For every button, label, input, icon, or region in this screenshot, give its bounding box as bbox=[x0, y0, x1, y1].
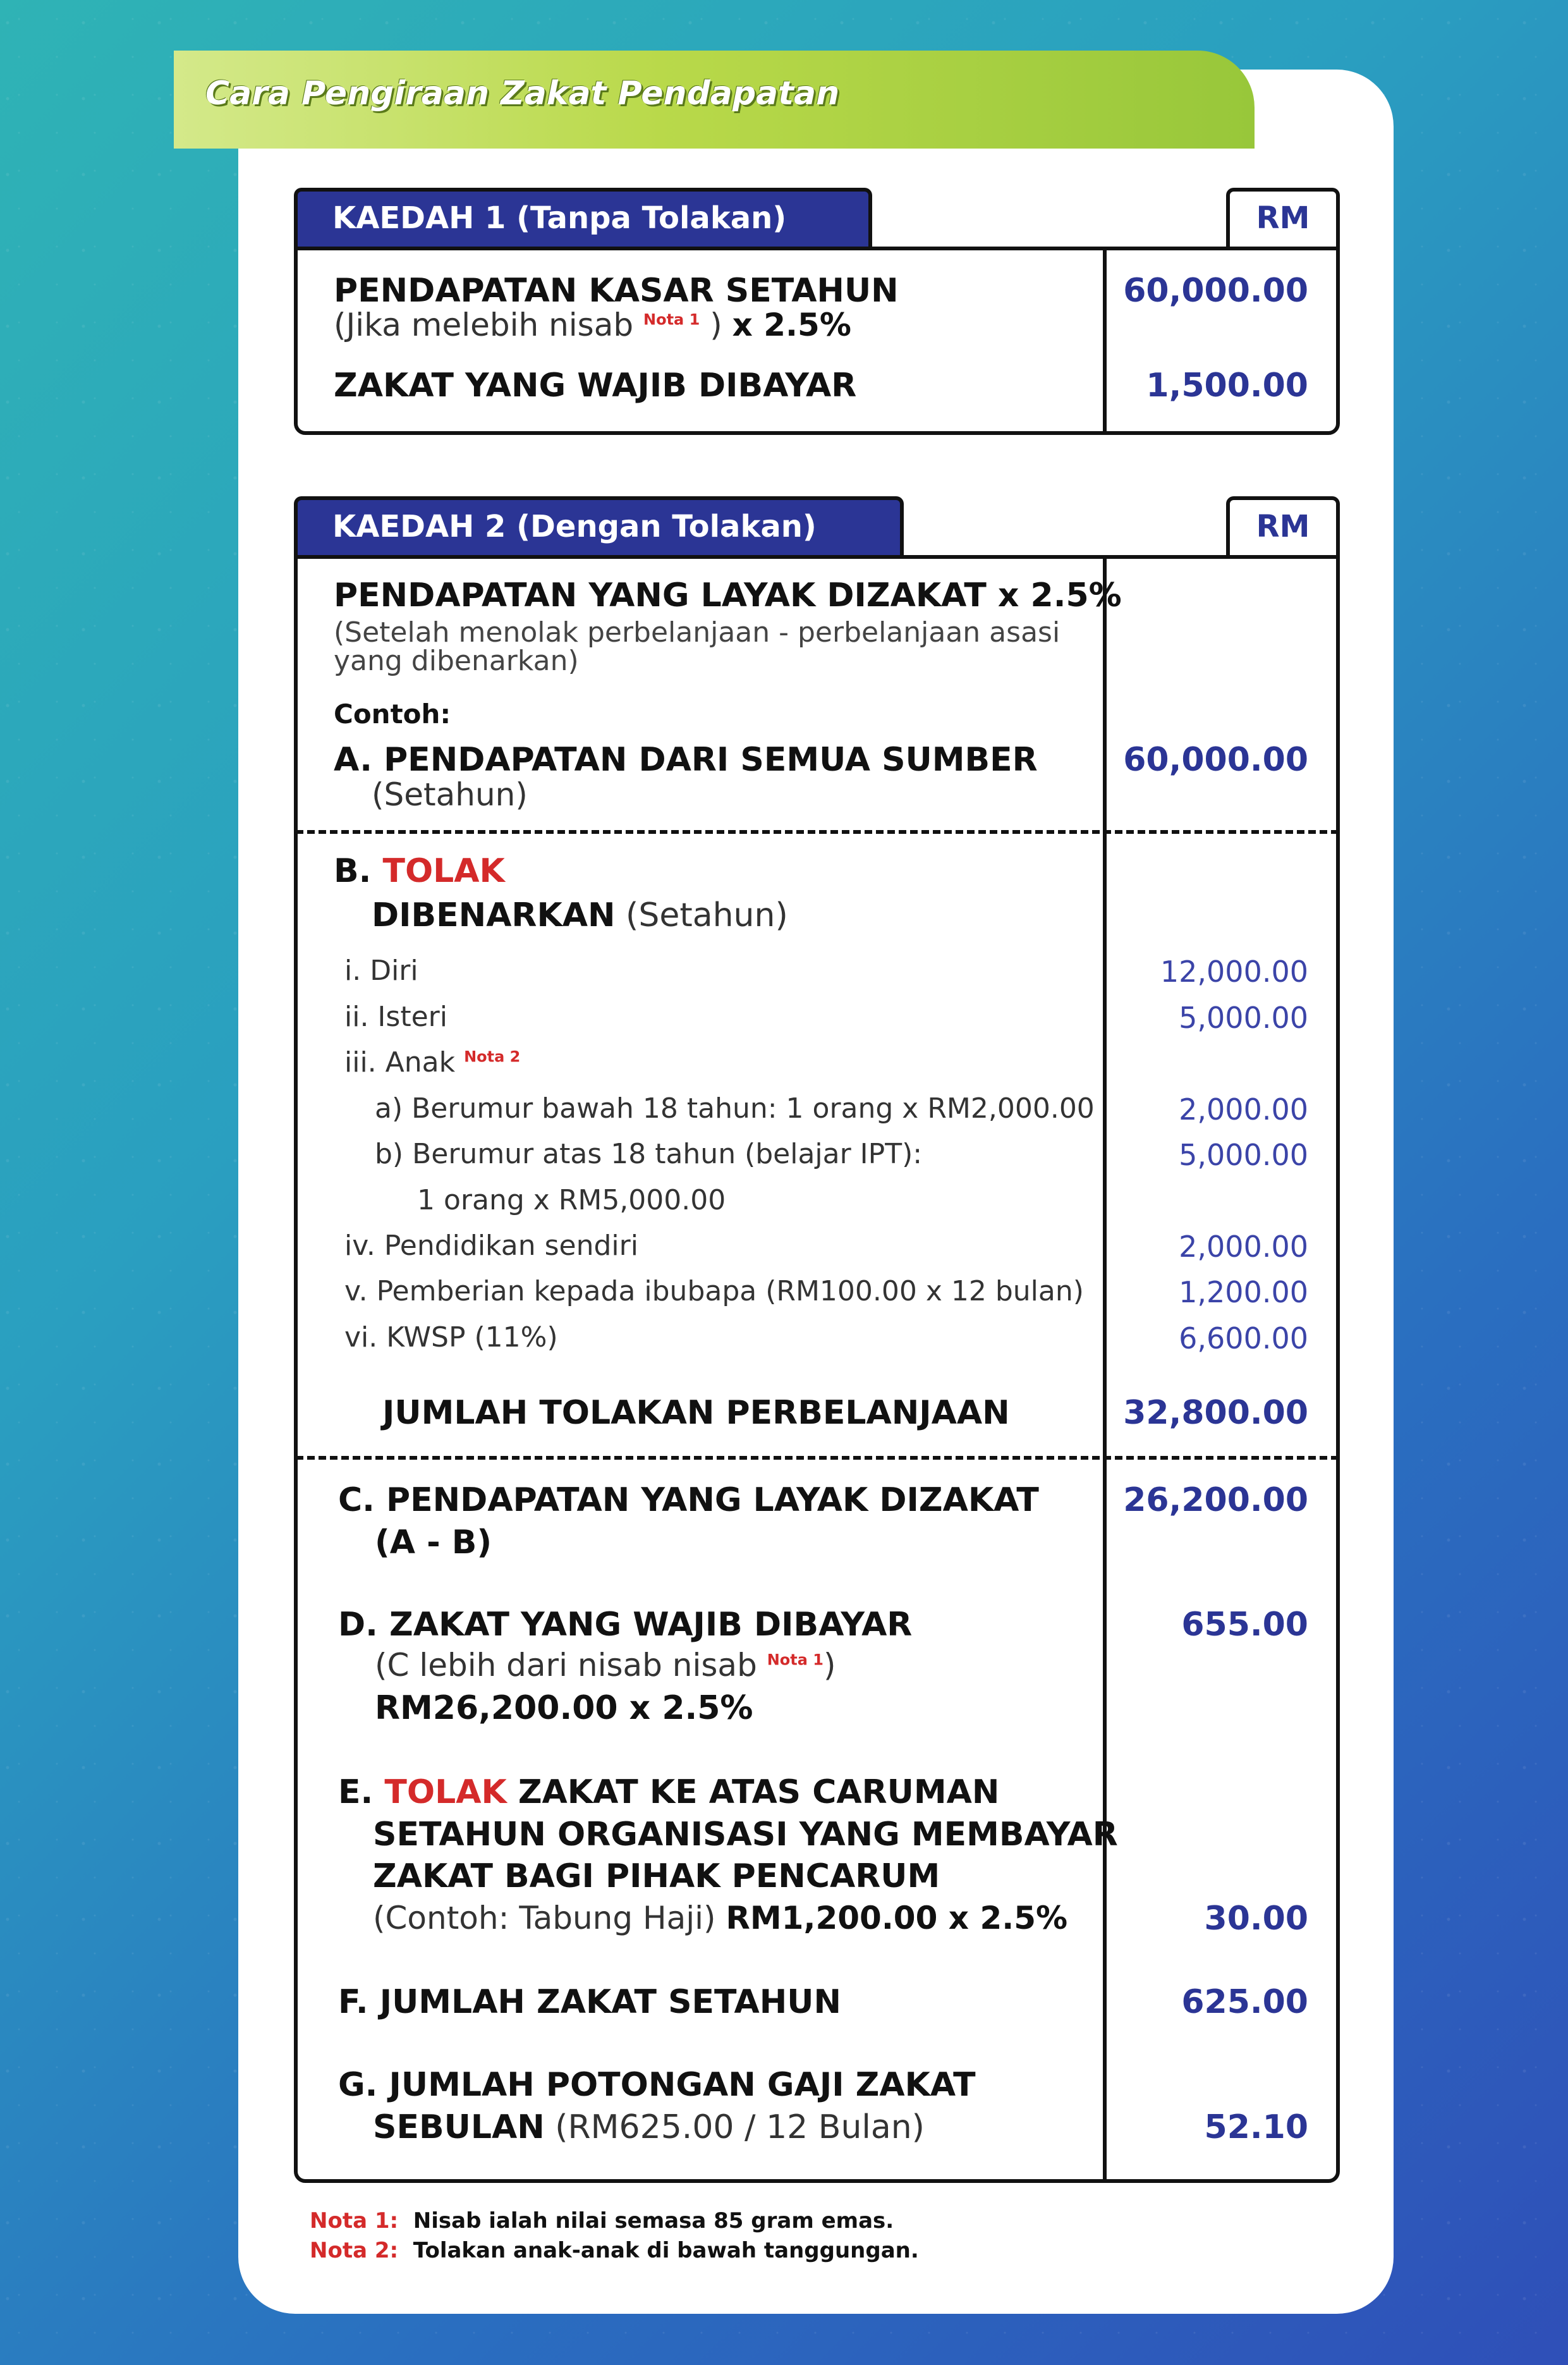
k1-gross-income-value: 60,000.00 bbox=[1123, 272, 1308, 310]
k2-item-kwsp: vi. KWSP (11%) bbox=[344, 1321, 558, 1354]
k2-e-line1: E. TOLAK ZAKAT KE ATAS CARUMAN bbox=[338, 1773, 1000, 1811]
k2-g-line1: G. JUMLAH POTONGAN GAJI ZAKAT bbox=[338, 2066, 976, 2104]
k2-item-pendidikan-value: 2,000.00 bbox=[1179, 1230, 1308, 1264]
k2-e-line2: SETAHUN ORGANISASI YANG MEMBAYAR bbox=[373, 1816, 1118, 1854]
k2-item-anak-a: a) Berumur bawah 18 tahun: 1 orang x RM2,000.00 bbox=[375, 1092, 1095, 1125]
k2-a-value: 60,000.00 bbox=[1123, 741, 1308, 779]
k2-item-anak-b: b) Berumur atas 18 tahun (belajar IPT): bbox=[375, 1138, 923, 1170]
separator-a-b bbox=[296, 830, 1339, 834]
page-title: Cara Pengiraan Zakat Pendapatan bbox=[205, 75, 840, 113]
k2-jumlah-tolakan-value: 32,800.00 bbox=[1123, 1394, 1308, 1432]
k2-sub1: (Setelah menolak perbelanjaan - perbelanjaan asasi bbox=[334, 616, 1061, 649]
k2-g-line2: SEBULAN (RM625.00 / 12 Bulan) bbox=[373, 2108, 925, 2146]
k2-item-isteri-value: 5,000.00 bbox=[1179, 1001, 1308, 1035]
kaedah1-tab: KAEDAH 1 (Tanpa Tolakan) bbox=[294, 188, 872, 248]
kaedah2-divider bbox=[1103, 555, 1107, 2183]
k2-e-line4: (Contoh: Tabung Haji) RM1,200.00 x 2.5% bbox=[373, 1900, 1068, 1936]
k2-e-line3: ZAKAT BAGI PIHAK PENCARUM bbox=[373, 1857, 940, 1895]
k1-zakat-label: ZAKAT YANG WAJIB DIBAYAR bbox=[334, 367, 857, 405]
k2-d-label: D. ZAKAT YANG WAJIB DIBAYAR bbox=[338, 1606, 913, 1644]
k2-g-value: 52.10 bbox=[1204, 2108, 1308, 2146]
k2-d-value: 655.00 bbox=[1181, 1606, 1308, 1644]
k2-e-value: 30.00 bbox=[1204, 1900, 1308, 1938]
k2-heading: PENDAPATAN YANG LAYAK DIZAKAT x 2.5% bbox=[334, 577, 1122, 614]
k2-item-anak-b-calc: 1 orang x RM5,000.00 bbox=[417, 1184, 726, 1216]
k2-d-calc: RM26,200.00 x 2.5% bbox=[375, 1689, 753, 1727]
k2-c-sub: (A - B) bbox=[375, 1524, 492, 1561]
note-2: Nota 2: Tolakan anak-anak di bawah tanggungan. bbox=[310, 2238, 919, 2263]
k2-item-anak-b-value: 5,000.00 bbox=[1179, 1138, 1308, 1172]
k2-a-sub: (Setahun) bbox=[372, 776, 528, 813]
k2-item-isteri: ii. Isteri bbox=[344, 1001, 447, 1033]
k2-jumlah-tolakan-label: JUMLAH TOLAKAN PERBELANJAAN bbox=[382, 1394, 1010, 1432]
k2-item-ibubapa: v. Pemberian kepada ibubapa (RM100.00 x 12 bulan) bbox=[344, 1275, 1084, 1307]
k2-f-value: 625.00 bbox=[1181, 1983, 1308, 2021]
kaedah2-rm-header: RM bbox=[1226, 496, 1340, 557]
k2-a-label: A. PENDAPATAN DARI SEMUA SUMBER bbox=[334, 741, 1038, 779]
k2-b-line2: DIBENARKAN (Setahun) bbox=[372, 896, 788, 934]
k2-item-diri-value: 12,000.00 bbox=[1160, 955, 1308, 989]
k2-contoh: Contoh: bbox=[334, 699, 451, 730]
k1-zakat-value: 1,500.00 bbox=[1146, 367, 1308, 405]
k2-f-label: F. JUMLAH ZAKAT SETAHUN bbox=[338, 1983, 841, 2021]
k2-b-label: B. TOLAK bbox=[334, 852, 505, 890]
k2-item-diri: i. Diri bbox=[344, 955, 418, 987]
kaedah1-rm-header: RM bbox=[1226, 188, 1340, 248]
k2-item-anak-a-value: 2,000.00 bbox=[1179, 1092, 1308, 1127]
k1-gross-income-label: PENDAPATAN KASAR SETAHUN bbox=[334, 272, 899, 310]
note-1: Nota 1: Nisab ialah nilai semasa 85 gram emas. bbox=[310, 2208, 894, 2234]
kaedah2-tab: KAEDAH 2 (Dengan Tolakan) bbox=[294, 496, 904, 557]
k2-sub2: yang dibenarkan) bbox=[334, 645, 579, 677]
k1-nisab-condition: (Jika melebih nisab $^{Nota 1}$ ) x 2.5% bbox=[334, 307, 851, 343]
k2-c-value: 26,200.00 bbox=[1123, 1481, 1308, 1519]
separator-b-c bbox=[296, 1456, 1339, 1460]
k2-item-anak: iii. Anak $^{Nota 2}$ bbox=[344, 1046, 521, 1079]
k2-item-pendidikan: iv. Pendidikan sendiri bbox=[344, 1230, 638, 1262]
k2-item-kwsp-value: 6,600.00 bbox=[1179, 1321, 1308, 1355]
k2-item-ibubapa-value: 1,200.00 bbox=[1179, 1275, 1308, 1309]
k2-c-label: C. PENDAPATAN YANG LAYAK DIZAKAT bbox=[338, 1481, 1039, 1519]
title-banner bbox=[174, 51, 1255, 149]
k2-d-sub: (C lebih dari nisab nisab $^{Nota 1}$) bbox=[375, 1647, 836, 1684]
